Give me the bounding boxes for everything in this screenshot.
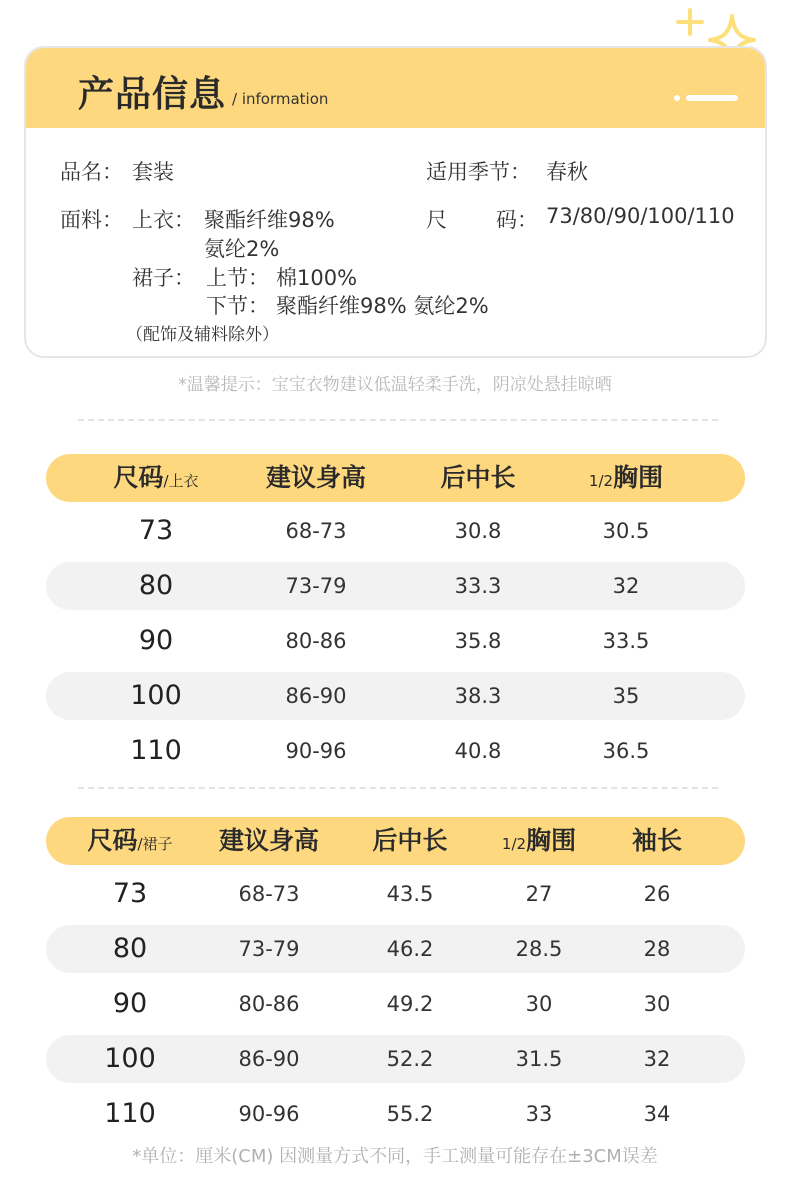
fabric-label: 面料： [60, 208, 123, 232]
back-length-cell: 46.2 [386, 937, 434, 961]
care-tip: *温馨提示：宝宝衣物建议低温轻柔手洗，阴凉处悬挂晾晒 [178, 375, 612, 395]
product-info-card [24, 46, 767, 358]
dashed-divider [78, 419, 718, 421]
size-value: 73/80/90/100/110 [546, 204, 735, 228]
name-value: 套装 [132, 160, 174, 184]
size-cell: 110 [130, 735, 182, 766]
product-info-header [26, 48, 765, 128]
height-cell: 86-90 [238, 1047, 300, 1071]
skirt-upper-value: 棉100% [276, 266, 358, 290]
back-length-cell: 52.2 [386, 1047, 434, 1071]
table-row [46, 727, 745, 775]
skirt-table-header [46, 817, 745, 865]
table-row [46, 507, 745, 555]
skirt-th-back-length: 后中长 [372, 826, 448, 855]
back-length-cell: 55.2 [386, 1102, 434, 1126]
chest-cell: 27 [525, 882, 553, 906]
top-th-back-length: 后中长 [440, 463, 516, 492]
product-info-subtitle: / information [232, 90, 329, 108]
back-length-cell: 38.3 [454, 684, 502, 708]
table-row [46, 672, 745, 720]
measurement-footnote: *单位：厘米(CM) 因测量方式不同，手工测量可能存在±3CM误差 [132, 1146, 658, 1167]
skirt-th-chest: 1/2胸围 [501, 826, 577, 855]
height-cell: 68-73 [285, 519, 347, 543]
size-cell: 90 [112, 988, 148, 1019]
size-cell: 110 [104, 1098, 156, 1129]
dashed-divider [78, 787, 718, 789]
size-cell: 80 [112, 933, 148, 964]
top-value-2: 氨纶2% [204, 237, 280, 261]
chest-cell: 33.5 [602, 629, 650, 653]
skirt-lower-label: 下节： [206, 294, 269, 318]
skirt-th-size: 尺码/裙子 [87, 826, 173, 855]
accessories-note: （配饰及辅料除外） [126, 325, 279, 345]
season-value: 春秋 [546, 160, 588, 184]
height-cell: 68-73 [238, 882, 300, 906]
height-cell: 90-96 [285, 739, 347, 763]
header-dot-decoration [674, 95, 680, 101]
size-cell: 73 [138, 515, 174, 546]
table-row [46, 870, 745, 918]
back-length-cell: 40.8 [454, 739, 502, 763]
skirt-th-sleeve: 袖长 [631, 826, 683, 855]
header-line-decoration [686, 95, 738, 101]
height-cell: 73-79 [285, 574, 347, 598]
chest-cell: 36.5 [602, 739, 650, 763]
height-cell: 73-79 [238, 937, 300, 961]
table-row [46, 562, 745, 610]
height-cell: 90-96 [238, 1102, 300, 1126]
height-cell: 80-86 [238, 992, 300, 1016]
table-row [46, 925, 745, 973]
top-value-1: 聚酯纤维98% [204, 208, 335, 232]
table-row [46, 1090, 745, 1138]
chest-cell: 28.5 [515, 937, 563, 961]
season-label: 适用季节： [426, 160, 531, 184]
skirt-lower-value: 聚酯纤维98% 氨纶2% [276, 294, 489, 318]
chest-cell: 31.5 [515, 1047, 563, 1071]
name-label: 品名： [60, 160, 123, 184]
height-cell: 86-90 [285, 684, 347, 708]
table-row [46, 980, 745, 1028]
back-length-cell: 33.3 [454, 574, 502, 598]
back-length-cell: 30.8 [454, 519, 502, 543]
size-cell: 100 [104, 1043, 156, 1074]
size-cell: 73 [112, 878, 148, 909]
chest-cell: 30.5 [602, 519, 650, 543]
product-info-title: 产品信息 [78, 74, 227, 115]
chest-cell: 35 [612, 684, 640, 708]
top-th-chest: 1/2胸围 [588, 463, 664, 492]
sleeve-cell: 28 [643, 937, 671, 961]
sleeve-cell: 26 [643, 882, 671, 906]
sleeve-cell: 32 [643, 1047, 671, 1071]
back-length-cell: 43.5 [386, 882, 434, 906]
sleeve-cell: 34 [643, 1102, 671, 1126]
chest-cell: 33 [525, 1102, 553, 1126]
skirt-th-height: 建议身高 [218, 826, 320, 855]
size-cell: 100 [130, 680, 182, 711]
back-length-cell: 35.8 [454, 629, 502, 653]
size-cell: 90 [138, 625, 174, 656]
back-length-cell: 49.2 [386, 992, 434, 1016]
sleeve-cell: 30 [643, 992, 671, 1016]
chest-cell: 32 [612, 574, 640, 598]
size-label-char-2: 码： [496, 208, 538, 232]
top-label: 上衣： [132, 208, 195, 232]
skirt-label: 裙子： [132, 266, 195, 290]
chest-cell: 30 [525, 992, 553, 1016]
table-row [46, 617, 745, 665]
skirt-upper-label: 上节： [206, 266, 269, 290]
size-cell: 80 [138, 570, 174, 601]
top-th-height: 建议身高 [265, 463, 367, 492]
top-table-header [46, 454, 745, 502]
size-label-char-1: 尺 [426, 208, 447, 232]
height-cell: 80-86 [285, 629, 347, 653]
top-th-size: 尺码/上衣 [113, 463, 199, 492]
table-row [46, 1035, 745, 1083]
